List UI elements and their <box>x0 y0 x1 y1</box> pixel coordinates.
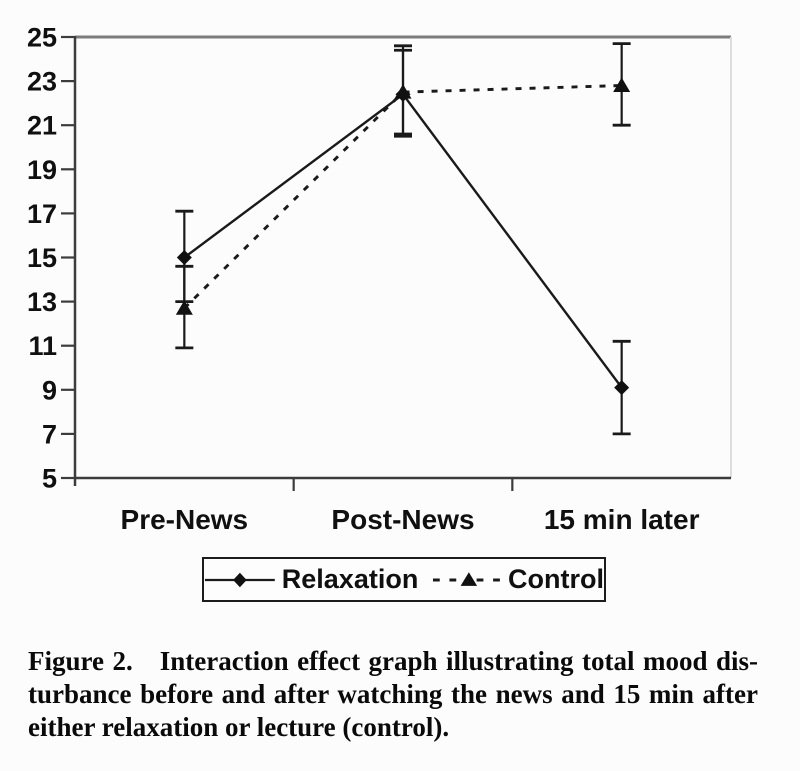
legend-label-control: Control <box>508 564 604 594</box>
y-tick-label: 15 <box>26 243 57 273</box>
y-tick-label: 25 <box>26 22 57 53</box>
y-tick-label: 9 <box>41 375 57 406</box>
y-tick-label: 17 <box>26 198 57 229</box>
y-tick-label: 11 <box>28 331 57 362</box>
x-axis-label: Post-News <box>331 504 475 535</box>
y-tick-label: 5 <box>41 463 57 494</box>
x-axis-label: Pre-News <box>120 504 249 535</box>
y-tick-label: 7 <box>41 419 57 450</box>
y-tick-label: 19 <box>26 154 57 185</box>
control-line-sample-icon <box>432 568 506 592</box>
legend-label-relaxation: Relaxation <box>281 564 419 594</box>
figure-caption <box>28 645 758 744</box>
y-tick-label: 21 <box>26 110 57 141</box>
caption-line-3: either relaxation or lecture (control). <box>28 712 450 742</box>
y-tick-label: 13 <box>26 287 57 318</box>
caption-line-1: Figure 2. Interaction effect graph illustrating total mood dis- <box>28 646 758 676</box>
y-tick-label: 23 <box>26 66 57 97</box>
x-axis-label: 15 min later <box>543 504 700 535</box>
relaxation-line-sample-icon <box>204 568 276 592</box>
chart-legend <box>202 557 606 602</box>
caption-line-2: turbance before and after watching the news and 15 min after <box>28 679 758 709</box>
relaxation-line <box>184 94 621 387</box>
